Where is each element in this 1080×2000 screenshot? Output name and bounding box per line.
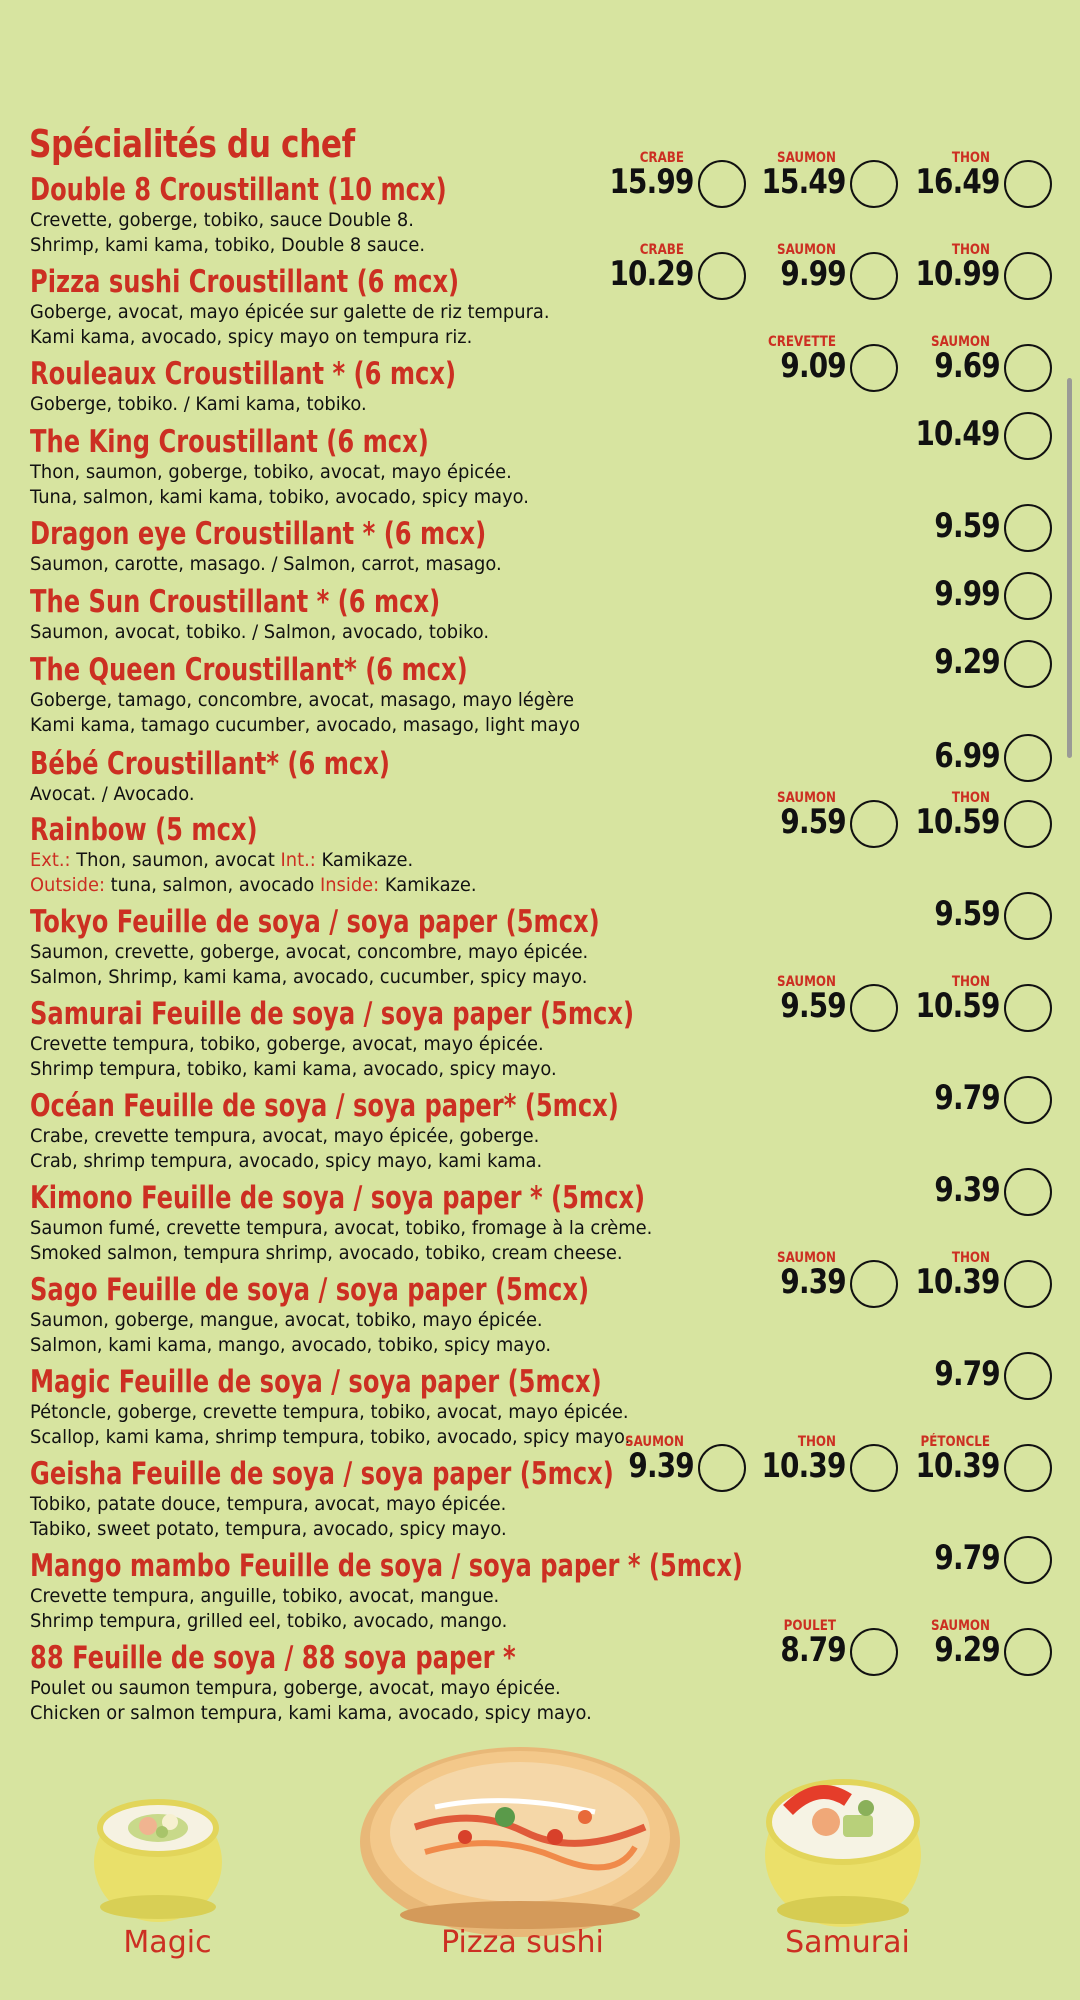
option-price: 9.99: [780, 254, 846, 294]
select-option-circle[interactable]: [850, 800, 898, 848]
item-description: Avocat. / Avocado.: [30, 783, 195, 805]
select-option-circle[interactable]: [850, 252, 898, 300]
option-price: 9.29: [934, 1630, 1000, 1670]
item-description: Crevette, goberge, tobiko, sauce Double 8.: [30, 209, 414, 231]
price-option: [902, 402, 1052, 462]
select-option-circle[interactable]: [698, 160, 746, 208]
item-description: Saumon, goberge, mangue, avocat, tobiko, mayo épicée.: [30, 1309, 543, 1331]
option-label: THON: [951, 790, 990, 806]
item-name: Sago Feuille de soya / soya paper (5mcx): [30, 1272, 590, 1308]
option-price: 9.79: [934, 1538, 1000, 1578]
price-option: [902, 334, 1052, 394]
select-option-circle[interactable]: [1004, 1444, 1052, 1492]
option-price: 16.49: [915, 162, 1000, 202]
option-price: 10.59: [915, 802, 1000, 842]
price-option: [902, 790, 1052, 850]
option-price: 9.29: [934, 642, 1000, 682]
description-text: Kamikaze.: [321, 849, 414, 871]
price-option: [902, 1158, 1052, 1218]
option-price: 9.39: [934, 1170, 1000, 1210]
select-option-circle[interactable]: [1004, 252, 1052, 300]
select-option-circle[interactable]: [850, 1444, 898, 1492]
price-option: [748, 150, 898, 210]
option-price: 10.99: [915, 254, 1000, 294]
option-label: SAUMON: [931, 334, 990, 350]
option-label: THON: [951, 242, 990, 258]
menu-item: [30, 424, 561, 510]
select-option-circle[interactable]: [1004, 640, 1052, 688]
price-option: [748, 242, 898, 302]
item-description: Pétoncle, goberge, crevette tempura, tobiko, avocat, mayo épicée.: [30, 1401, 629, 1423]
item-description: Tabiko, sweet potato, tempura, avocado, spicy mayo.: [30, 1518, 507, 1540]
price-option: [748, 1618, 898, 1678]
option-price: 10.29: [609, 254, 694, 294]
item-name: Rainbow (5 mcx): [30, 812, 258, 848]
item-name: Samurai Feuille de soya / soya paper (5mcx): [30, 996, 635, 1032]
option-label: THON: [951, 974, 990, 990]
price-option: [902, 974, 1052, 1034]
price-option: [902, 1250, 1052, 1310]
price-option: [902, 1434, 1052, 1494]
option-price: 9.79: [934, 1078, 1000, 1118]
item-name: Rouleaux Croustillant * (6 mcx): [30, 356, 457, 392]
option-label: SAUMON: [777, 1250, 836, 1266]
description-text: tuna, salmon, avocado: [110, 874, 320, 896]
select-option-circle[interactable]: [1004, 1536, 1052, 1584]
menu-item: [30, 264, 583, 350]
option-price: 10.39: [915, 1446, 1000, 1486]
price-option: [902, 630, 1052, 690]
item-name: Magic Feuille de soya / soya paper (5mcx): [30, 1364, 602, 1400]
menu-item: [30, 1272, 747, 1358]
price-option: [902, 494, 1052, 554]
item-name: 88 Feuille de soya / 88 soya paper *: [30, 1640, 516, 1676]
item-description: Saumon fumé, crevette tempura, avocat, tobiko, fromage à la crème.: [30, 1217, 653, 1239]
item-name: The Sun Croustillant * (6 mcx): [30, 584, 441, 620]
item-description: Crevette tempura, tobiko, goberge, avocat, mayo épicée.: [30, 1033, 544, 1055]
select-option-circle[interactable]: [1004, 1352, 1052, 1400]
price-option: [902, 1066, 1052, 1126]
item-description: Crabe, crevette tempura, avocat, mayo épicée, goberge.: [30, 1125, 540, 1147]
item-description: Saumon, avocat, tobiko. / Salmon, avocado, tobiko.: [30, 621, 490, 643]
option-price: 10.49: [915, 414, 1000, 454]
option-label: THON: [951, 150, 990, 166]
option-label: THON: [797, 1434, 836, 1450]
item-description: [30, 873, 477, 898]
menu-item: [30, 1180, 819, 1266]
item-description: Chicken or salmon tempura, kami kama, avocado, spicy mayo.: [30, 1702, 592, 1724]
menu-item: [30, 812, 505, 898]
select-option-circle[interactable]: [1004, 504, 1052, 552]
magic-roll-photo: [78, 1782, 238, 1932]
option-label: POULET: [783, 1618, 836, 1634]
select-option-circle[interactable]: [850, 1260, 898, 1308]
item-name: The Queen Croustillant* (6 mcx): [30, 652, 468, 688]
select-option-circle[interactable]: [1004, 984, 1052, 1032]
item-name: Pizza sushi Croustillant (6 mcx): [30, 264, 460, 300]
option-price: 9.79: [934, 1354, 1000, 1394]
price-option: [596, 242, 746, 302]
item-description: Goberge, avocat, mayo épicée sur galette de riz tempura.: [30, 301, 550, 323]
option-label: SAUMON: [777, 242, 836, 258]
option-price: 6.99: [934, 736, 1000, 776]
price-option: [748, 334, 898, 394]
item-description: Shrimp tempura, tobiko, kami kama, avocado, spicy mayo.: [30, 1058, 557, 1080]
option-price: 9.59: [934, 894, 1000, 934]
option-price: 9.99: [934, 574, 1000, 614]
item-name: Mango mambo Feuille de soya / soya paper * (5mcx): [30, 1548, 743, 1584]
item-description: Salmon, Shrimp, kami kama, avocado, cucumber, spicy mayo.: [30, 966, 588, 988]
item-description: Tuna, salmon, kami kama, tobiko, avocado, spicy mayo.: [30, 486, 529, 508]
price-option: [596, 150, 746, 210]
item-name: Océan Feuille de soya / soya paper* (5mcx): [30, 1088, 619, 1124]
price-option: [748, 974, 898, 1034]
menu-item: [30, 1640, 653, 1726]
menu-item: [30, 746, 491, 807]
price-option: [748, 1434, 898, 1494]
select-option-circle[interactable]: [1004, 734, 1052, 782]
menu-item: [30, 172, 564, 258]
option-price: 9.09: [780, 346, 846, 386]
select-option-circle[interactable]: [1004, 1260, 1052, 1308]
item-description: Tobiko, patate douce, tempura, avocat, mayo épicée.: [30, 1493, 507, 1515]
option-price: 15.49: [761, 162, 846, 202]
select-option-circle[interactable]: [1004, 160, 1052, 208]
item-description: Smoked salmon, tempura shrimp, avocado, tobiko, cream cheese.: [30, 1242, 623, 1264]
item-description: Kami kama, tamago cucumber, avocado, masago, light mayo: [30, 714, 581, 736]
select-option-circle[interactable]: [1004, 892, 1052, 940]
item-name: Kimono Feuille de soya / soya paper * (5mcx): [30, 1180, 646, 1216]
option-label: SAUMON: [625, 1434, 684, 1450]
menu-item: [30, 356, 576, 417]
select-option-circle[interactable]: [1004, 1168, 1052, 1216]
option-label: CRABE: [639, 150, 684, 166]
menu-item: [30, 1088, 785, 1174]
item-description: Salmon, kami kama, mango, avocado, tobiko, spicy mayo.: [30, 1334, 552, 1356]
description-label: Outside:: [30, 874, 111, 896]
option-label: CRABE: [639, 242, 684, 258]
option-label: SAUMON: [931, 1618, 990, 1634]
samurai-roll-photo: [748, 1760, 938, 1935]
option-price: 15.99: [609, 162, 694, 202]
scrollbar[interactable]: [1067, 378, 1072, 758]
item-name: The King Croustillant (6 mcx): [30, 424, 429, 460]
item-description: Shrimp, kami kama, tobiko, Double 8 sauce.: [30, 234, 426, 256]
select-option-circle[interactable]: [1004, 572, 1052, 620]
price-option: [902, 1342, 1052, 1402]
option-label: SAUMON: [777, 974, 836, 990]
select-option-circle[interactable]: [1004, 1076, 1052, 1124]
option-price: 9.59: [780, 802, 846, 842]
price-option: [748, 1250, 898, 1310]
price-option: [902, 1526, 1052, 1586]
option-price: 9.39: [628, 1446, 694, 1486]
item-description: Kami kama, avocado, spicy mayo on tempura riz.: [30, 326, 473, 348]
price-option: [596, 1434, 746, 1494]
option-label: PÉTONCLE: [920, 1434, 990, 1450]
option-price: 9.59: [934, 506, 1000, 546]
price-option: [902, 1618, 1052, 1678]
item-description: Shrimp tempura, grilled eel, tobiko, avocado, mango.: [30, 1610, 508, 1632]
item-description: Saumon, crevette, goberge, avocat, concombre, mayo épicée.: [30, 941, 589, 963]
price-option: [902, 882, 1052, 942]
item-name: Tokyo Feuille de soya / soya paper (5mcx): [30, 904, 600, 940]
menu-item: [30, 996, 804, 1082]
item-description: Saumon, carotte, masago. / Salmon, carrot, masago.: [30, 553, 502, 575]
option-label: SAUMON: [777, 150, 836, 166]
option-price: 9.69: [934, 346, 1000, 386]
item-name: Geisha Feuille de soya / soya paper (5mcx): [30, 1456, 614, 1492]
description-text: Thon, saumon, avocat: [76, 849, 281, 871]
select-option-circle[interactable]: [1004, 1628, 1052, 1676]
photo-caption-pizza-sushi: Pizza sushi: [441, 1925, 604, 1960]
item-description: Poulet ou saumon tempura, goberge, avocat, mayo épicée.: [30, 1677, 561, 1699]
item-name: Bébé Croustillant* (6 mcx): [30, 746, 390, 782]
option-price: 9.59: [780, 986, 846, 1026]
photo-caption-magic: Magic: [123, 1925, 212, 1960]
select-option-circle[interactable]: [1004, 800, 1052, 848]
select-option-circle[interactable]: [850, 984, 898, 1032]
menu-item: [30, 584, 556, 645]
description-text: Kamikaze.: [384, 874, 477, 896]
option-label: CREVETTE: [767, 334, 836, 350]
option-price: 10.39: [761, 1446, 846, 1486]
select-option-circle[interactable]: [850, 1628, 898, 1676]
select-option-circle[interactable]: [1004, 344, 1052, 392]
photo-caption-samurai: Samurai: [785, 1925, 910, 1960]
pizza-sushi-photo: [355, 1737, 685, 1937]
price-option: [902, 242, 1052, 302]
select-option-circle[interactable]: [698, 252, 746, 300]
select-option-circle[interactable]: [1004, 412, 1052, 460]
menu-item: [30, 904, 760, 990]
price-option: [902, 150, 1052, 210]
option-price: 9.39: [780, 1262, 846, 1302]
option-label: SAUMON: [777, 790, 836, 806]
option-price: 8.79: [780, 1630, 846, 1670]
section-title: Spécialités du chef: [29, 122, 355, 166]
description-label: Inside:: [319, 874, 385, 896]
item-name: Dragon eye Croustillant * (6 mcx): [30, 516, 487, 552]
description-label: Ext.:: [30, 849, 77, 871]
item-description: Crevette tempura, anguille, tobiko, avocat, mangue.: [30, 1585, 500, 1607]
item-description: [30, 848, 477, 873]
item-description: Goberge, tamago, concombre, avocat, masago, mayo légère: [30, 689, 575, 711]
option-label: THON: [951, 1250, 990, 1266]
option-price: 10.59: [915, 986, 1000, 1026]
menu-item: [30, 652, 615, 738]
description-label: Int.:: [280, 849, 322, 871]
select-option-circle[interactable]: [698, 1444, 746, 1492]
price-option: [902, 562, 1052, 622]
item-description: Thon, saumon, goberge, tobiko, avocat, mayo épicée.: [30, 461, 512, 483]
menu-item: [30, 516, 615, 577]
item-name: Double 8 Croustillant (10 mcx): [30, 172, 447, 208]
price-option: [902, 724, 1052, 784]
price-option: [748, 790, 898, 850]
item-description: Crab, shrimp tempura, avocado, spicy mayo, kami kama.: [30, 1150, 543, 1172]
select-option-circle[interactable]: [850, 160, 898, 208]
item-description: Goberge, tobiko. / Kami kama, tobiko.: [30, 393, 367, 415]
select-option-circle[interactable]: [850, 344, 898, 392]
option-price: 10.39: [915, 1262, 1000, 1302]
item-description: Scallop, kami kama, shrimp tempura, tobiko, avocado, spicy mayo.: [30, 1426, 631, 1448]
